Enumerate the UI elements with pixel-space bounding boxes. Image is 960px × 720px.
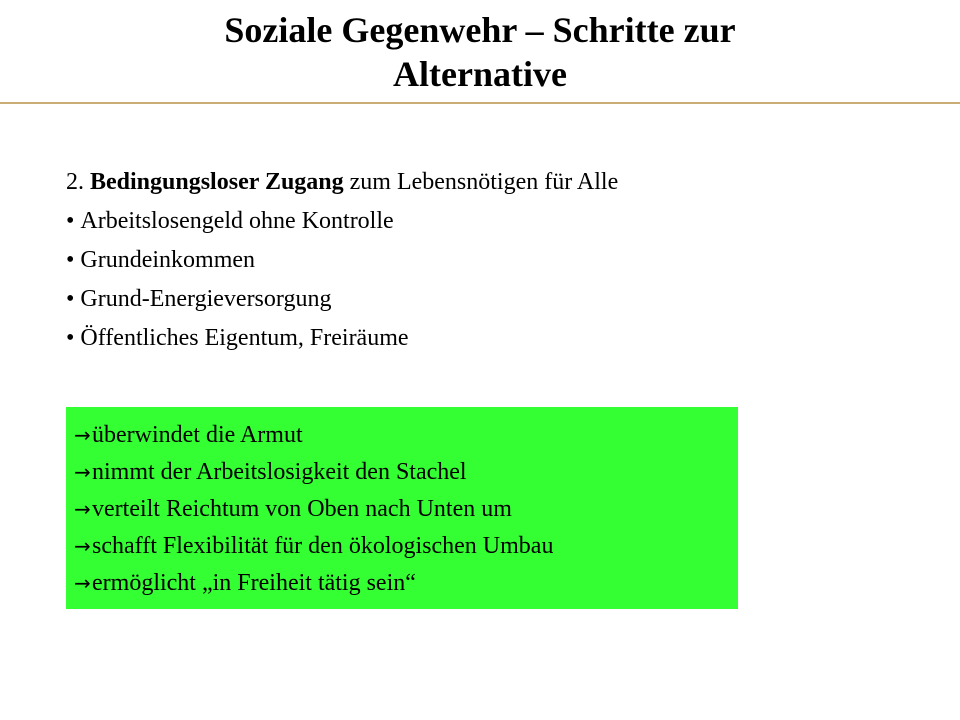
- outcome-text: nimmt der Arbeitslosigkeit den Stachel: [92, 459, 467, 485]
- outcome-text: ermöglicht „in Freiheit tätig sein“: [92, 570, 416, 596]
- outcome-text: schafft Flexibilität für den ökologischen Umbau: [92, 533, 554, 559]
- outcomes-box: [66, 407, 738, 609]
- right-arrow-icon: →: [74, 423, 91, 447]
- outcome-item: [66, 491, 738, 528]
- outcome-item: [66, 417, 738, 454]
- outcome-item: [66, 528, 738, 565]
- right-arrow-icon: →: [74, 460, 91, 484]
- outcome-item: [66, 565, 738, 602]
- outcome-text: verteilt Reichtum von Oben nach Unten um: [92, 496, 512, 522]
- title-line-2: Alternative: [393, 54, 567, 94]
- right-arrow-icon: →: [74, 534, 91, 558]
- bullet-item: • Öffentliches Eigentum, Freiräume: [66, 319, 618, 358]
- intro-number: 2.: [66, 169, 84, 195]
- title-line-1: Soziale Gegenwehr – Schritte zur: [224, 10, 736, 50]
- outcome-text: überwindet die Armut: [92, 422, 303, 448]
- bullet-item: • Grund-Energieversorgung: [66, 280, 618, 319]
- slide-title: [0, 8, 960, 96]
- title-divider: [0, 102, 960, 104]
- bullet-item: • Grundeinkommen: [66, 241, 618, 280]
- content-block: [66, 163, 618, 358]
- outcome-item: [66, 454, 738, 491]
- bullet-item: • Arbeitslosengeld ohne Kontrolle: [66, 202, 618, 241]
- intro-line: [66, 163, 618, 202]
- intro-rest: zum Lebensnötigen für Alle: [349, 169, 619, 195]
- right-arrow-icon: →: [74, 571, 91, 595]
- intro-bold: Bedingungsloser Zugang: [90, 169, 344, 195]
- right-arrow-icon: →: [74, 497, 91, 521]
